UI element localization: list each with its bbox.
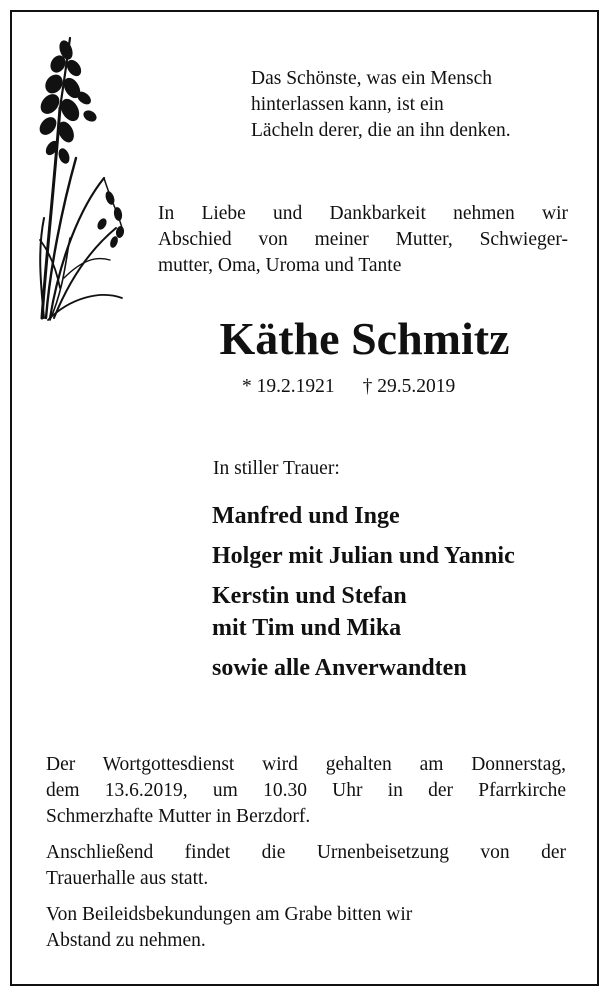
grass-plant-icon xyxy=(30,28,130,323)
note-line: Von Beileidsbekundungen am Grabe bitten wir xyxy=(46,904,413,925)
quote-line: hinterlassen kann, ist ein xyxy=(251,94,444,115)
intro-line: Abschied von meiner Mutter, Schwieger- xyxy=(158,229,568,250)
note-line: Der Wortgottesdienst wird gehalten am Donnerstag, xyxy=(46,754,566,775)
mourner-entry: Kerstin und Stefan xyxy=(212,583,407,609)
death-date: † 29.5.2019 xyxy=(362,376,456,397)
birth-date: * 19.2.1921 xyxy=(242,376,335,397)
farewell-intro xyxy=(158,201,568,279)
mourner-entry: Manfred und Inge xyxy=(212,503,400,529)
intro-line: In Liebe und Dankbarkeit nehmen wir xyxy=(158,203,568,224)
memorial-quote xyxy=(251,66,581,144)
note-line: Trauerhalle aus statt. xyxy=(46,868,209,889)
burial-paragraph xyxy=(46,840,566,892)
service-paragraph xyxy=(46,752,566,830)
mourner-entry: mit Tim und Mika xyxy=(212,615,402,641)
life-dates xyxy=(242,374,455,400)
mourner-entry: Holger mit Julian und Yannic xyxy=(212,543,515,569)
intro-line: mutter, Oma, Uroma und Tante xyxy=(158,255,402,276)
mourning-heading: In stiller Trauer: xyxy=(213,458,340,479)
note-line: Abstand zu nehmen. xyxy=(46,930,206,951)
mourners-list xyxy=(212,500,592,684)
note-line: dem 13.6.2019, um 10.30 Uhr in der Pfarrkirche xyxy=(46,780,566,801)
quote-line: Das Schönste, was ein Mensch xyxy=(251,68,492,89)
deceased-name: Käthe Schmitz xyxy=(219,313,510,364)
quote-line: Lächeln derer, die an ihn denken. xyxy=(251,120,511,141)
service-notes xyxy=(46,752,566,964)
note-line: Schmerzhafte Mutter in Berzdorf. xyxy=(46,806,311,827)
mourner-entry: sowie alle Anverwandten xyxy=(212,655,467,681)
condolences-paragraph xyxy=(46,902,566,954)
note-line: Anschließend findet die Urnenbeisetzung von der xyxy=(46,842,566,863)
